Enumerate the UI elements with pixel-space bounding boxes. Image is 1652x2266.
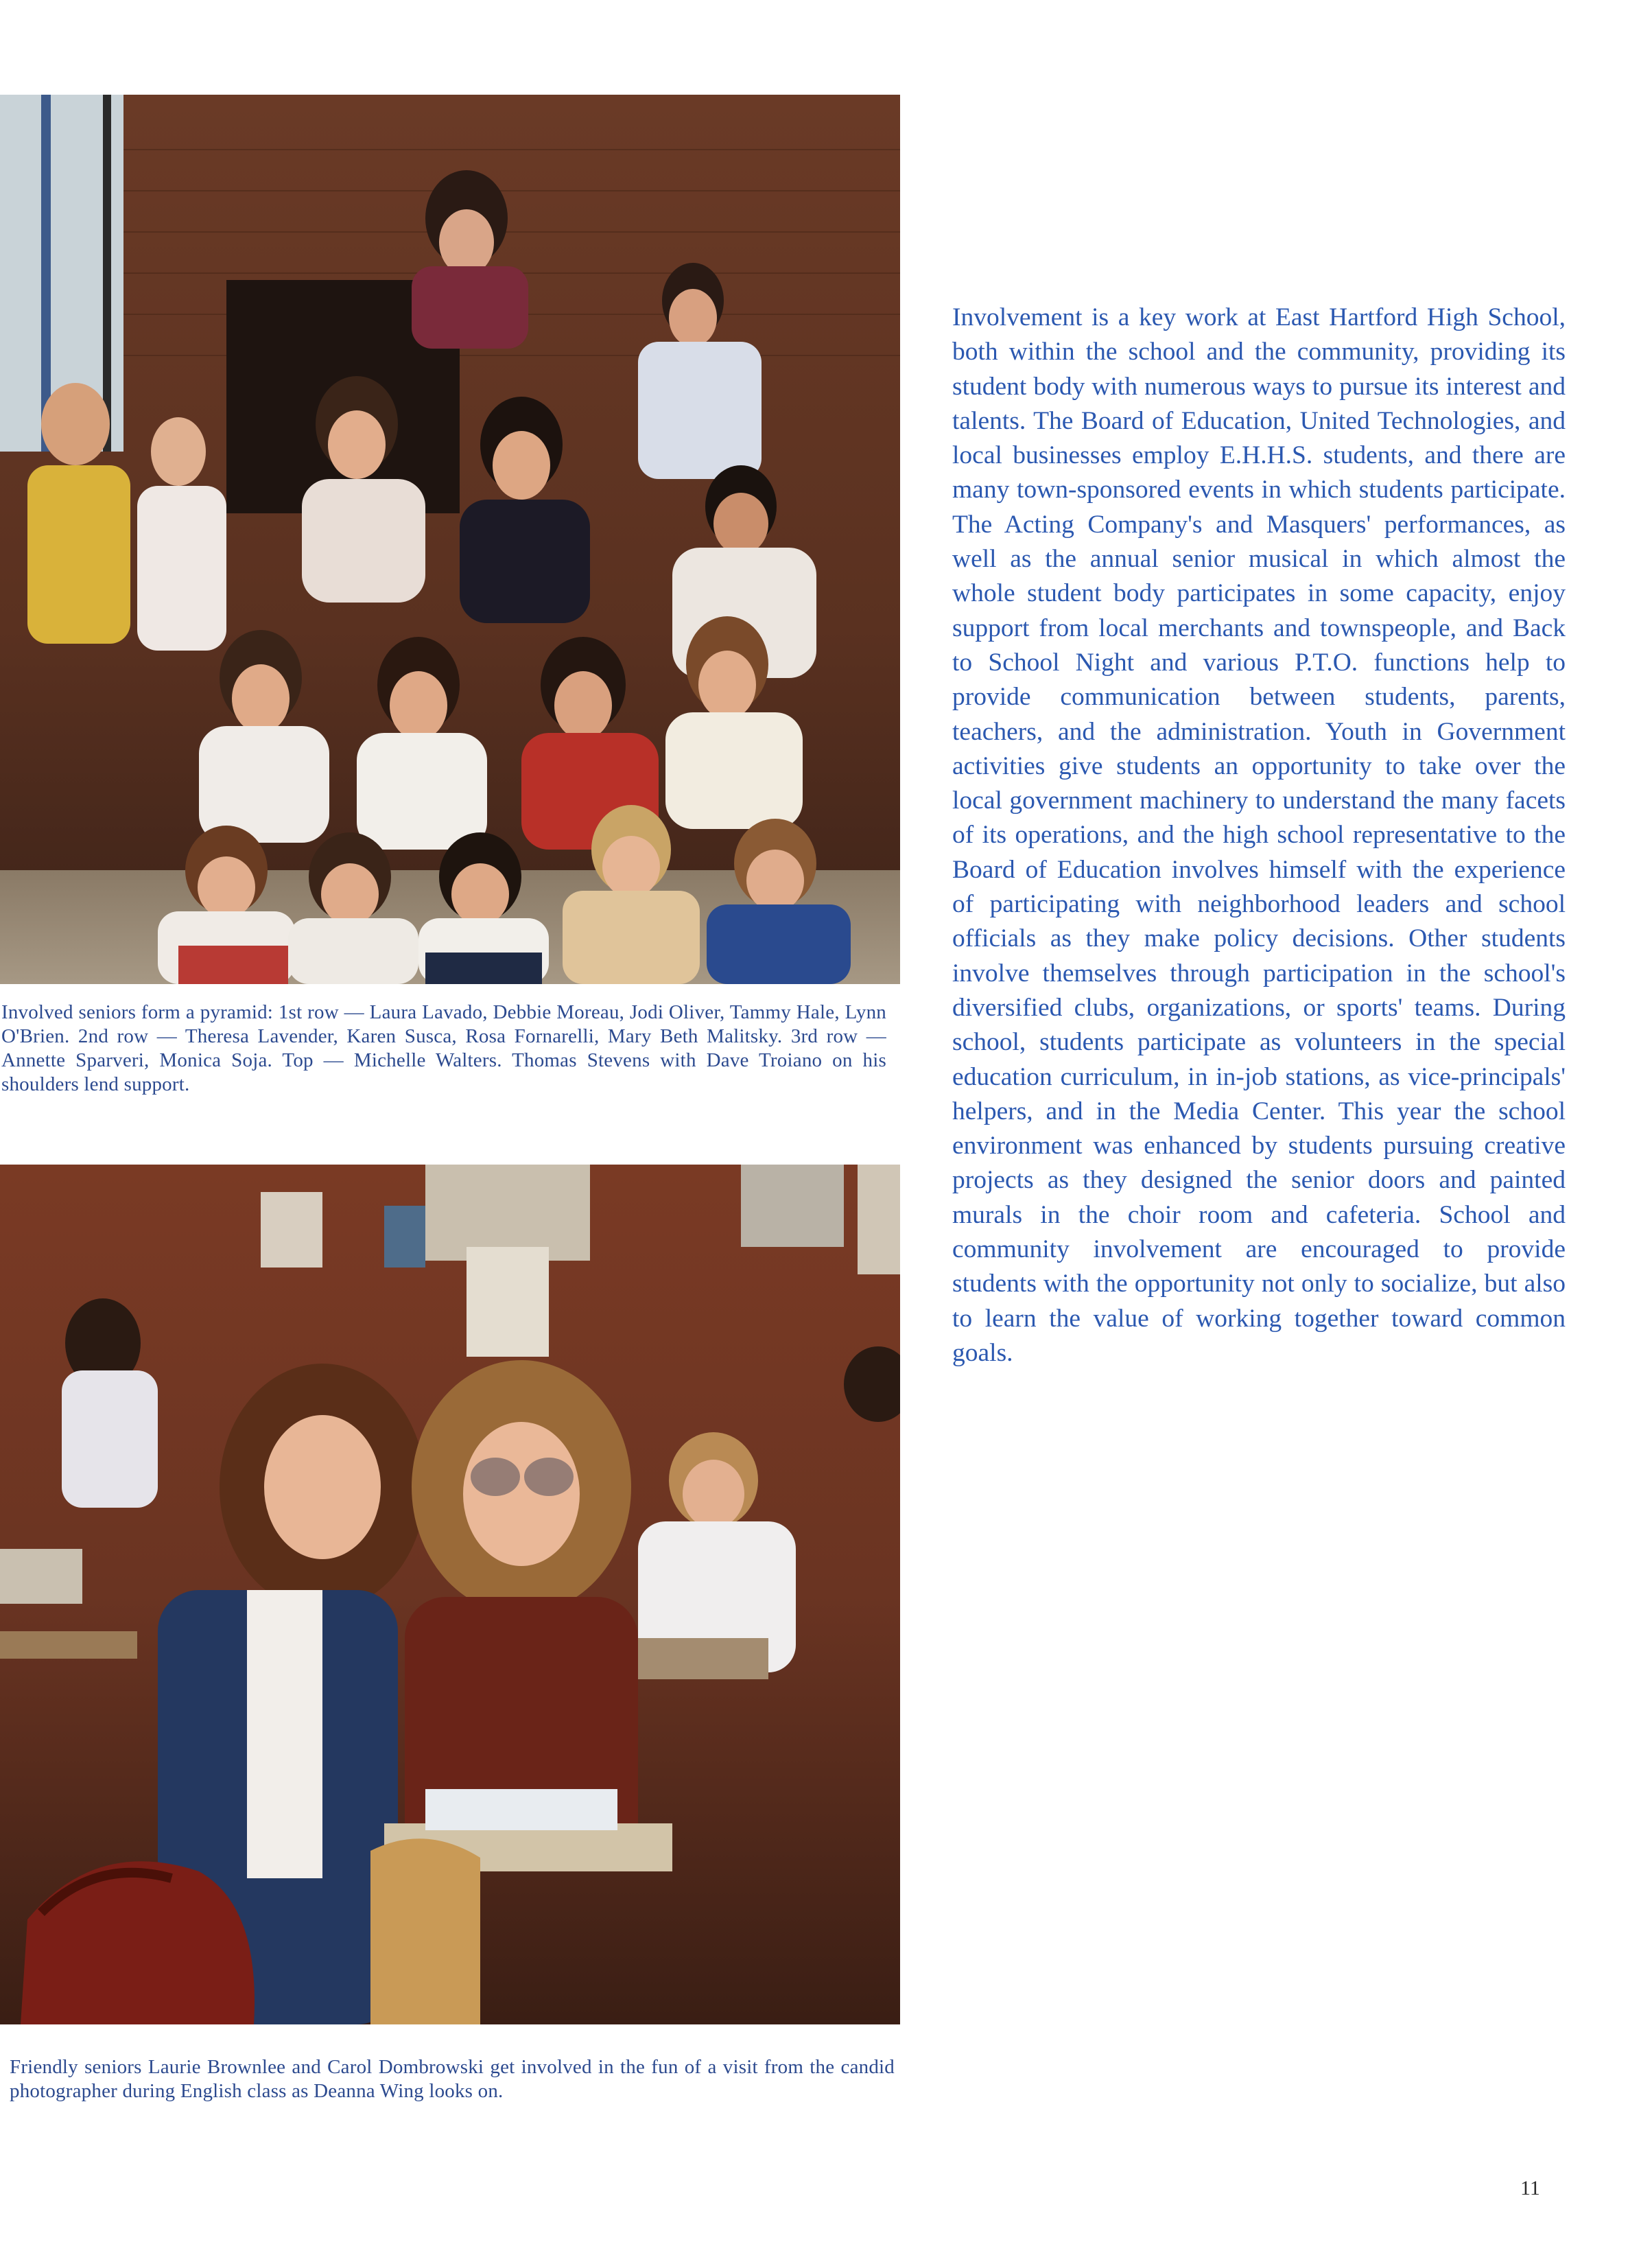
pyramid-photo-illustration <box>0 95 900 984</box>
article-body-text: Involvement is a key work at East Hartford High School, both within the school and the community, providing its student body with numerous ways to pursue its interest and talents. The Board of Education, United Technologies, and local businesses employ E.H.H.S. students, and there are many town-sponsored events in which students participate. The Acting Company's and Masquers' performances, as well as the annual senior musical in which almost the whole student body participates in some capacity, enjoy support from local merchants and townspeople, and Back to School Night and various P.T.O. functions help to provide communication between students, parents, teachers, and the administration. Youth in Government activities give students an opportunity to take over the local government machinery to understand the many facets of its operations, and the high school representative to the Board of Education involves himself with the experience of participating with neighborhood leaders and school officials as they make policy decisions. Other students involve themselves through participation in the school's diversified clubs, organizations, or sports' teams. During school, students participate as volunteers in the special education curriculum, in in-job stations, as vice-principals' helpers, and in the Media Center. This year the school environment was enhanced by students pursuing creative projects as they designed the senior doors and painted murals in the choir room and cafeteria. School and community involvement are encouraged to provide students with the opportunity not only to socialize, but also to learn the value of working together toward common goals. <box>952 303 1566 1367</box>
pyramid-photo <box>0 95 900 984</box>
pyramid-photo-caption: Involved seniors form a pyramid: 1st row — Laura Lavado, Debbie Moreau, Jodi Oliver, Tammy Hale, Lynn O'Brien. 2nd row — Theresa Lavender, Karen Susca, Rosa Fornarelli, Mary Beth Malitsky. 3rd row — Annette Sparveri, Monica Soja. Top — Michelle Walters. Thomas Stevens with Dave Troiano on his shoulders lend support. <box>1 1001 886 1095</box>
page-number: 11 <box>1520 2177 1540 2199</box>
classroom-photo-illustration <box>0 1165 900 2024</box>
classroom-photo-caption: Friendly seniors Laurie Brownlee and Carol Dombrowski get involved in the fun of a visit from the candid photographer during English class as Deanna Wing looks on. <box>10 2056 895 2102</box>
classroom-photo <box>0 1165 900 2024</box>
